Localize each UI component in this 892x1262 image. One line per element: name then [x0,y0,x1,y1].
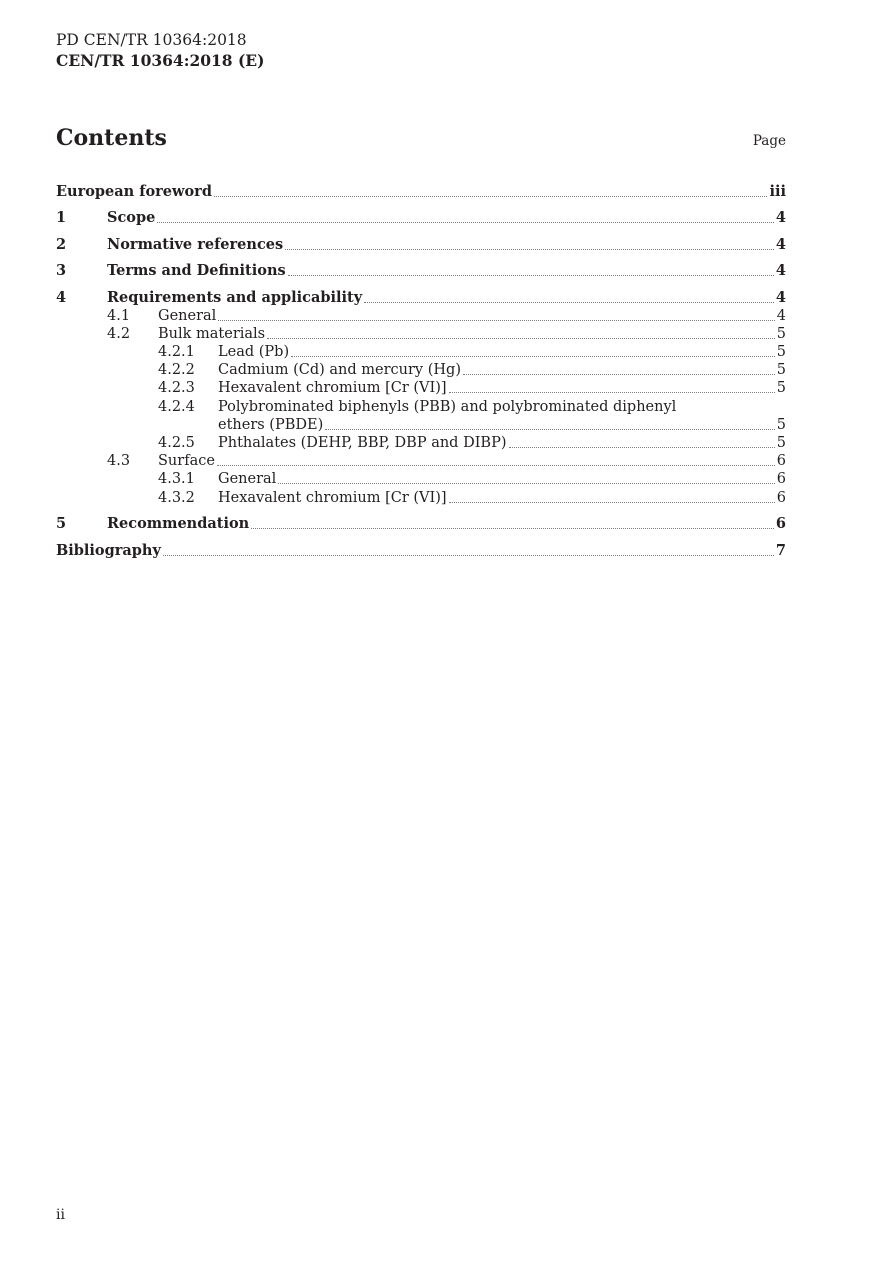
dot-leader [163,555,774,556]
toc-entry-number: 4.2.4 [158,398,195,415]
toc-entry-number: 4.3 [107,453,131,470]
toc-entry-page: 5 [776,362,786,379]
dot-leader [214,196,768,197]
dot-leader [288,275,774,276]
toc-entry-label: European foreword [56,182,212,200]
toc-entry-4-3-2[interactable] [56,488,786,506]
page-column-label: Page [752,133,786,149]
toc-entry-4-2[interactable] [56,325,786,343]
dot-leader [157,222,774,223]
toc-entry-bibliography[interactable] [56,533,786,560]
toc-entry-page: 4 [775,209,786,226]
toc-entry-page: 6 [776,471,786,488]
toc-entry-number: 4.2.2 [158,362,195,379]
toc-entry-label: Terms and Definitions [107,262,286,279]
toc-entry-number: 3 [56,262,67,279]
toc-entry-normative-references[interactable] [56,227,786,254]
toc-entry-4-3-1[interactable] [56,470,786,488]
toc-entry-label: Phthalates (DEHP, BBP, DBP and DIBP) [218,435,507,451]
dot-leader [218,320,774,321]
toc-entry-4-2-2[interactable] [56,361,786,379]
toc-entry-page: 4 [775,262,786,279]
toc-entry-number: 4.2.5 [158,435,195,451]
toc-entry-page: iii [769,182,786,200]
toc-entry-number: 4.3.1 [158,471,195,488]
toc-entry-page: 5 [776,416,786,433]
dot-leader [364,302,774,303]
dot-leader [291,356,775,357]
toc-entry-number: 4.2.3 [158,380,195,397]
dot-leader [449,392,775,393]
toc-entry-page: 5 [776,325,786,342]
dot-leader [285,249,774,250]
toc-entry-label: Scope [107,209,156,226]
toc-entry-4-2-5[interactable] [56,434,786,452]
contents-title: Contents [56,125,167,151]
dot-leader [325,429,775,430]
toc-entry-label: Bibliography [56,541,161,559]
toc-entry-number: 1 [56,209,67,226]
toc-entry-page: 6 [776,453,786,470]
toc-entry-label: Lead (Pb) [218,344,290,361]
toc-entry-number: 4 [56,288,67,306]
toc-entry-label: Normative references [107,235,284,253]
toc-entry-number: 4.1 [107,307,131,324]
toc-entry-number: 2 [56,235,67,253]
toc-entry-number: 4.2.1 [158,344,195,361]
toc-entry-page: 5 [776,380,786,397]
dot-leader [463,374,775,375]
document-reference: PD CEN/TR 10364:2018 [56,31,247,49]
dot-leader [267,338,775,339]
toc-entry-page: 6 [776,489,786,506]
toc-entry-recommendation[interactable] [56,507,786,534]
toc-entry-4-2-4[interactable] [56,397,786,415]
toc-entry-number: 5 [56,515,67,533]
toc-entry-4-3[interactable] [56,452,786,470]
page-number: ii [56,1207,65,1223]
toc-entry-4-2-4-continued[interactable] [56,416,786,434]
toc-entry-label: Recommendation [107,515,250,533]
table-of-contents [56,174,786,560]
toc-entry-label: General [158,307,217,324]
toc-entry-label: Surface [158,453,215,470]
toc-entry-number: 4.2 [107,325,131,342]
toc-entry-page: 4 [775,288,786,306]
dot-leader [278,483,774,484]
document-reference-english: CEN/TR 10364:2018 (E) [56,51,265,70]
toc-entry-label: Polybrominated biphenyls (PBB) and polybrominated diphenyl [218,398,677,415]
toc-entry-page: 7 [775,541,786,559]
toc-entry-terms-and-definitions[interactable] [56,254,786,281]
toc-entry-label: Hexavalent chromium [Cr (VI)] [218,489,447,506]
toc-entry-label-continued: ethers (PBDE) [218,416,324,433]
toc-entry-page: 4 [776,307,786,324]
toc-entry-european-foreword[interactable] [56,174,786,201]
toc-entry-4-1[interactable] [56,307,786,325]
toc-entry-label: Hexavalent chromium [Cr (VI)] [218,380,447,397]
toc-entry-number: 4.3.2 [158,489,195,506]
dot-leader [509,447,775,448]
toc-entry-4-2-3[interactable] [56,379,786,397]
toc-entry-page: 5 [776,435,786,451]
dot-leader [449,502,775,503]
toc-entry-scope[interactable] [56,201,786,228]
toc-entry-4-2-1[interactable] [56,343,786,361]
toc-entry-label: Requirements and applicability [107,288,363,306]
dot-leader [251,528,774,529]
toc-entry-page: 4 [775,235,786,253]
toc-entry-label: Bulk materials [158,325,266,342]
toc-entry-label: Cadmium (Cd) and mercury (Hg) [218,362,461,379]
toc-entry-requirements[interactable] [56,280,786,307]
dot-leader [217,465,775,466]
toc-entry-label: General [218,471,277,488]
toc-entry-page: 5 [776,344,786,361]
toc-entry-page: 6 [775,515,786,533]
